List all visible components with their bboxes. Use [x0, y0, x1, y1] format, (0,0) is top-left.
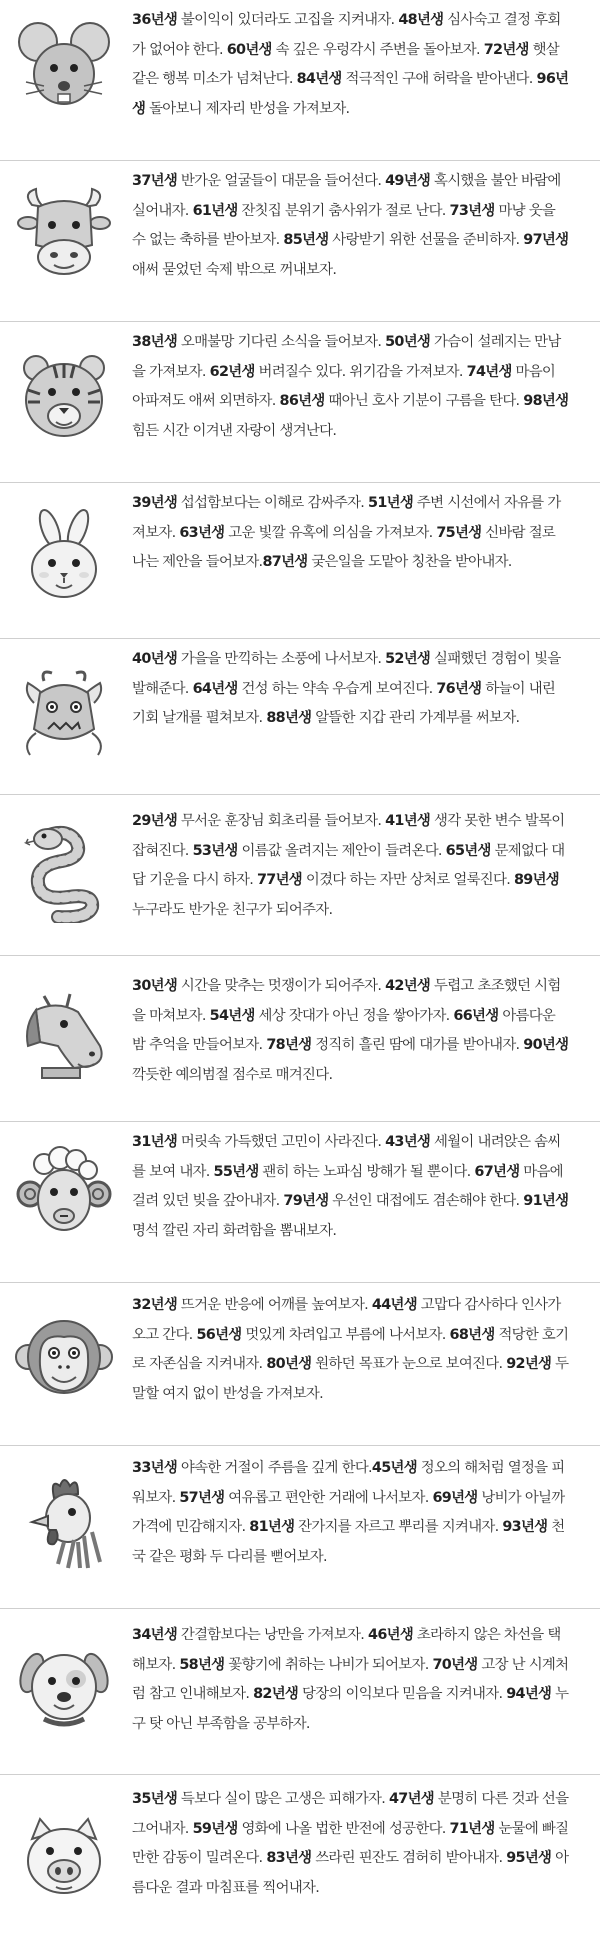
year-label: 60년생 [226, 41, 272, 58]
year-label: 78년생 [266, 1037, 312, 1053]
fortune-phrase: 속 깊은 우렁각시 주변을 돌아보자. [271, 41, 484, 58]
fortune-phrase: 버려질수 있다. 위기감을 가져보자. [254, 363, 467, 380]
year-label: 58년생 [179, 1656, 225, 1673]
fortune-phrase: 명석 깔린 자리 화려함을 뽐내보자. [132, 1222, 337, 1239]
fortune-phrase: 아름다운 밤 추억을 만들어보자. [132, 1007, 556, 1053]
fortune-phrase: 세상 잣대가 아닌 정을 쌓아가자. [254, 1007, 454, 1024]
year-label: 54년생 [209, 1007, 255, 1024]
ox-icon [14, 183, 114, 283]
fortune-entry-dog [0, 1609, 600, 1774]
fortune-phrase: 무서운 훈장님 회초리를 들어보자. [177, 813, 386, 829]
year-label: 84년생 [296, 71, 342, 87]
fortune-phrase: 마냥 웃을 수 없는 축하를 받아보자. [132, 202, 556, 248]
fortune-phrase: 우선인 대접에도 겸손해야 한다. [328, 1193, 524, 1209]
fortune-phrase: 실패했던 경험이 빛을 발해준다. [132, 651, 561, 697]
year-label: 90년생 [523, 1037, 569, 1053]
fortune-phrase: 멋있게 차려입고 부름에 나서보자. [241, 1326, 450, 1343]
fortune-phrase: 분명히 다른 것과 선을 그어내자. [132, 1791, 569, 1837]
year-label: 51년생 [368, 495, 414, 511]
fortune-phrase: 궂은일을 도맡아 칭찬을 받아내자. [307, 554, 512, 570]
year-label: 59년생 [192, 1820, 238, 1837]
year-label: 85년생 [283, 232, 329, 248]
year-label: 48년생 [398, 12, 444, 28]
year-label: 83년생 [266, 1850, 312, 1866]
fortune-phrase: 문제없다 대답 기운을 다시 하자. [132, 842, 565, 888]
rat-icon [14, 16, 114, 116]
fortune-phrase: 알뜰한 지갑 관리 가계부를 써보자. [311, 710, 520, 726]
year-label: 35년생 [132, 1791, 178, 1807]
fortune-entry-dragon [0, 639, 600, 794]
year-label: 71년생 [449, 1820, 495, 1837]
fortune-text [132, 1785, 572, 1903]
monkey-icon [14, 1307, 114, 1407]
year-label: 82년생 [253, 1686, 299, 1702]
fortune-entry-snake [0, 795, 600, 955]
fortune-text [132, 1128, 572, 1246]
fortune-phrase: 시간을 맞추는 멋쟁이가 되어주자. [177, 978, 386, 994]
fortune-phrase: 잔가지를 자르고 뿌리를 지켜내자. [294, 1519, 503, 1535]
year-label: 91년생 [523, 1193, 569, 1209]
year-label: 80년생 [266, 1356, 312, 1372]
year-label: 70년생 [432, 1656, 478, 1673]
year-label: 39년생 [132, 495, 178, 511]
fortune-phrase: 정오의 해처럼 열정을 피워보자. [132, 1460, 565, 1506]
year-label: 29년생 [132, 813, 178, 829]
fortune-phrase: 돌아보니 제자리 반성을 가져보자. [145, 100, 350, 117]
fortune-phrase: 눈물에 빠질 만한 감동이 밀려온다. [132, 1820, 569, 1866]
year-label: 89년생 [513, 872, 559, 888]
year-label: 75년생 [436, 524, 482, 541]
year-label: 77년생 [256, 872, 303, 888]
year-label: 67년생 [474, 1163, 520, 1180]
fortune-phrase: 반가운 얼굴들이 대문을 들어선다. [177, 173, 386, 189]
year-label: 49년생 [385, 173, 431, 189]
year-label: 36년생 [132, 12, 178, 28]
fortune-phrase: 이겼다 하는 자만 상처로 얼룩진다. [302, 872, 514, 888]
year-label: 86년생 [279, 393, 325, 409]
year-label: 44년생 [371, 1297, 417, 1313]
year-label: 93년생 [502, 1519, 548, 1535]
fortune-phrase: 하늘이 내린 기회 날개를 펼쳐보자. [132, 680, 556, 726]
fortune-phrase: 두말할 여지 없이 반성을 가져보자. [132, 1356, 569, 1402]
year-label: 52년생 [385, 651, 431, 667]
fortune-entry-monkey [0, 1283, 600, 1445]
year-label: 79년생 [283, 1193, 329, 1209]
fortune-phrase: 세월이 내려앉은 솜씨를 보여 내자. [132, 1134, 561, 1180]
dog-icon [14, 1637, 114, 1737]
fortune-entry-rabbit [0, 483, 600, 638]
fortune-phrase: 건성 하는 약속 우습게 보여진다. [237, 680, 437, 697]
sheep-icon [14, 1142, 114, 1242]
year-label: 56년생 [196, 1326, 242, 1343]
fortune-text [132, 1454, 572, 1572]
fortune-phrase: 초라하지 않은 차선을 택해보자. [132, 1627, 561, 1673]
fortune-text [132, 167, 572, 285]
fortune-phrase: 잔칫집 분위기 춤사위가 절로 난다. [237, 202, 450, 219]
fortune-phrase: 당장의 이익보다 믿음을 지켜내자. [298, 1686, 507, 1702]
year-label: 42년생 [385, 978, 431, 994]
fortune-phrase: 적극적인 구애 허락을 받아낸다. [341, 71, 537, 87]
fortune-phrase: 때아닌 호사 기분이 구름을 탄다. [324, 393, 524, 409]
rooster-icon [14, 1472, 114, 1572]
year-label: 33년생 [132, 1460, 178, 1476]
tiger-icon [14, 346, 114, 446]
fortune-phrase: 주변 시선에서 자유를 가져보자. [132, 495, 561, 541]
fortune-phrase: 가을을 만끽하는 소풍에 나서보자. [177, 651, 386, 667]
fortune-text [132, 328, 572, 446]
fortune-phrase: 누구라도 반가운 친구가 되어주자. [132, 901, 333, 918]
year-label: 47년생 [388, 1791, 435, 1807]
pig-icon [14, 1807, 114, 1907]
dragon-icon [14, 663, 114, 763]
fortune-phrase: 영화에 나올 법한 반전에 성공한다. [237, 1820, 450, 1837]
fortune-text [132, 972, 572, 1090]
fortune-phrase: 낭비가 아닐까 가격에 민감해지자. [132, 1489, 565, 1535]
fortune-phrase: 득보다 실이 많은 고생은 피해가자. [177, 1791, 389, 1807]
year-label: 97년생 [523, 232, 569, 248]
fortune-phrase: 꽃향기에 취하는 나비가 되어보자. [224, 1656, 433, 1673]
fortune-phrase: 힘든 시간 이겨낸 자랑이 생겨난다. [132, 422, 337, 439]
snake-icon [14, 823, 114, 923]
fortune-phrase: 사랑받기 위한 선물을 준비하자. [328, 232, 524, 248]
fortune-phrase: 머릿속 가득했던 고민이 사라진다. [177, 1134, 386, 1150]
year-label: 95년생 [506, 1850, 552, 1866]
fortune-text [132, 6, 572, 124]
year-label: 66년생 [453, 1007, 499, 1024]
fortune-phrase: 마음이 아파져도 애써 외면하자. [132, 363, 556, 409]
fortune-entry-rat [0, 0, 600, 160]
rabbit-icon [14, 507, 114, 607]
year-label: 62년생 [209, 363, 255, 380]
fortune-phrase: 야속한 거절이 주름을 깊게 한다. [177, 1460, 372, 1476]
fortune-phrase: 고맙다 감사하다 인사가 오고 간다. [132, 1297, 561, 1343]
year-label: 68년생 [449, 1326, 495, 1343]
fortune-phrase: 정직히 흘린 땀에 대가를 받아내자. [311, 1037, 524, 1053]
year-label: 31년생 [132, 1134, 178, 1150]
fortune-entry-ox [0, 161, 600, 321]
fortune-entry-tiger [0, 322, 600, 482]
year-label: 81년생 [249, 1519, 295, 1535]
fortune-phrase: 마음에 걸려 있던 빚을 갚아내자. [132, 1163, 563, 1209]
fortune-phrase: 누구 탓 아닌 부족함을 공부하자. [132, 1686, 569, 1732]
year-label: 69년생 [432, 1489, 478, 1506]
fortune-phrase: 아름다운 결과 마침표를 찍어내자. [132, 1850, 569, 1896]
year-label: 72년생 [483, 41, 529, 58]
fortune-phrase: 쓰라린 핀잔도 겸허히 받아내자. [311, 1850, 507, 1866]
year-label: 98년생 [523, 393, 569, 409]
year-label: 96년생 [132, 71, 569, 117]
fortune-phrase: 적당한 호기로 자존심을 지켜내자. [132, 1326, 569, 1372]
year-label: 63년생 [179, 524, 225, 541]
year-label: 87년생 [262, 554, 308, 570]
year-label: 37년생 [132, 173, 178, 189]
fortune-phrase: 여유롭고 편안한 거래에 나서보자. [224, 1489, 433, 1506]
year-label: 76년생 [436, 680, 482, 697]
year-label: 73년생 [449, 202, 495, 219]
fortune-phrase: 섭섭함보다는 이해로 감싸주자. [177, 495, 369, 511]
horse-icon [14, 986, 114, 1086]
year-label: 64년생 [192, 680, 238, 697]
year-label: 46년생 [368, 1627, 414, 1643]
fortune-phrase: 애써 묻었던 숙제 밖으로 꺼내보자. [132, 261, 337, 278]
fortune-phrase: 천국 같은 평화 두 다리를 뻗어보자. [132, 1519, 565, 1565]
fortune-phrase: 이름값 올려지는 제안이 들려온다. [237, 842, 446, 859]
fortune-text [132, 1621, 572, 1739]
fortune-entry-sheep [0, 1122, 600, 1282]
fortune-phrase: 두렵고 초조했던 시험을 마쳐보자. [132, 978, 561, 1024]
year-label: 41년생 [385, 813, 431, 829]
fortune-phrase: 괜히 하는 노파심 방해가 될 뿐이다. [258, 1163, 475, 1180]
year-label: 88년생 [266, 710, 312, 726]
fortune-phrase: 간결함보다는 낭만을 가져보자. [177, 1627, 369, 1643]
year-label: 57년생 [179, 1489, 225, 1506]
year-label: 30년생 [132, 978, 178, 994]
year-label: 65년생 [445, 842, 491, 859]
fortune-text [132, 807, 572, 925]
fortune-text [132, 645, 572, 734]
fortune-phrase: 신바람 절로 나는 제안을 들어보자. [132, 524, 556, 570]
year-label: 34년생 [132, 1627, 178, 1643]
fortune-phrase: 고운 빛깔 유혹에 의심을 가져보자. [224, 524, 437, 541]
year-label: 32년생 [132, 1297, 178, 1313]
fortune-phrase: 불이익이 있더라도 고집을 지켜내자. [177, 12, 399, 28]
year-label: 94년생 [506, 1686, 552, 1702]
year-label: 50년생 [385, 334, 431, 350]
fortune-phrase: 원하던 목표가 눈으로 보여진다. [311, 1356, 507, 1372]
fortune-text [132, 1291, 572, 1409]
fortune-phrase: 생각 못한 변수 발목이 잡혀진다. [132, 813, 565, 859]
fortune-phrase: 오매불망 기다린 소식을 들어보자. [177, 334, 386, 350]
fortune-entry-pig [0, 1775, 600, 1950]
fortune-text [132, 489, 572, 578]
year-label: 40년생 [132, 651, 178, 667]
fortune-phrase: 햇살 같은 행복 미소가 넘쳐난다. [132, 41, 560, 87]
fortune-phrase: 뜨거운 반응에 어깨를 높여보자. [177, 1297, 372, 1313]
fortune-entry-rooster [0, 1446, 600, 1608]
fortune-entry-horse [0, 956, 600, 1121]
year-label: 43년생 [385, 1134, 431, 1150]
year-label: 74년생 [466, 363, 512, 380]
year-label: 53년생 [192, 842, 238, 859]
year-label: 55년생 [213, 1163, 259, 1180]
fortune-phrase: 가슴이 설레지는 만남을 가져보자. [132, 334, 561, 380]
fortune-phrase: 심사숙고 결정 후회가 없어야 한다. [132, 12, 561, 58]
year-label: 45년생 [371, 1460, 417, 1476]
fortune-phrase: 고장 난 시계처럼 참고 인내해보자. [132, 1656, 569, 1702]
year-label: 38년생 [132, 334, 178, 350]
fortune-phrase: 혹시했을 불안 바람에 실어내자. [132, 173, 561, 219]
year-label: 61년생 [192, 202, 238, 219]
year-label: 92년생 [506, 1356, 552, 1372]
fortune-phrase: 깍듯한 예의범절 점수로 매겨진다. [132, 1066, 333, 1083]
